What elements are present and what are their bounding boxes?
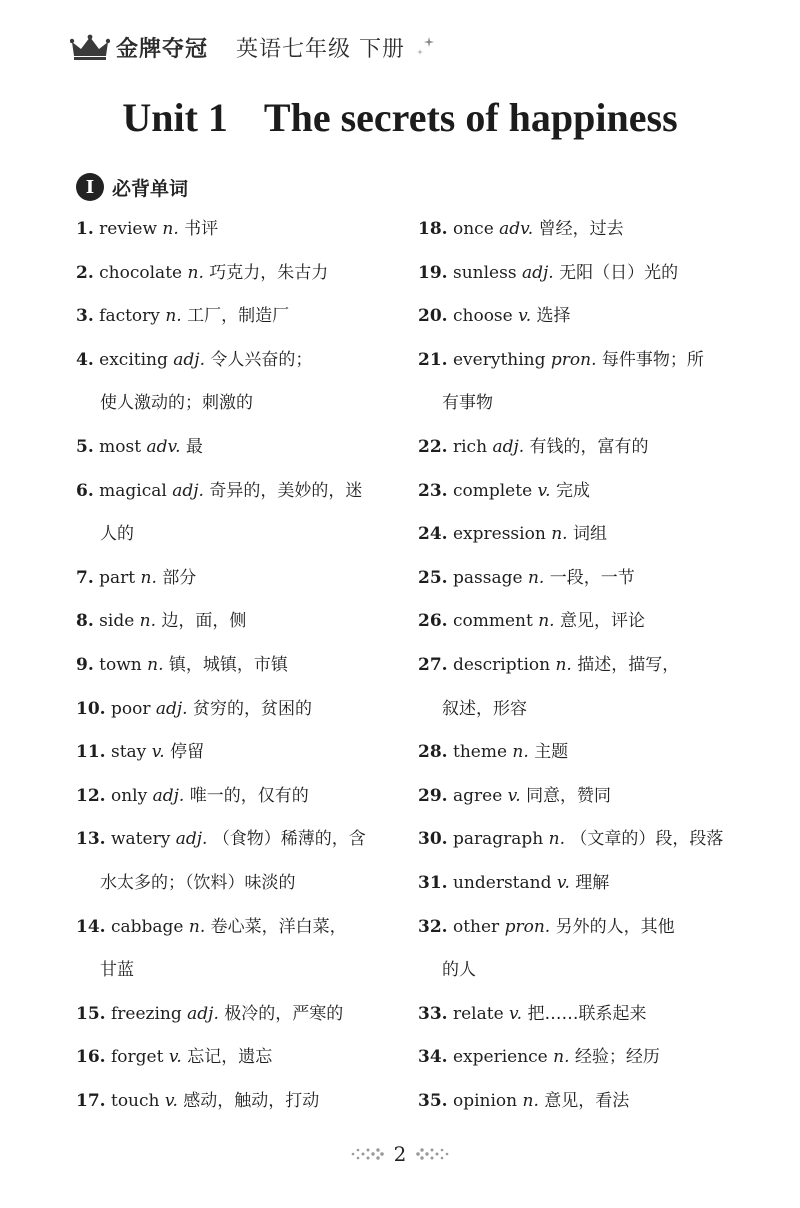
vocab-part-of-speech: n. [140, 567, 157, 588]
vocab-number: 34. [418, 1047, 448, 1068]
page-number: 2 [393, 1142, 407, 1166]
vocab-number: 26. [418, 611, 448, 632]
vocab-meaning: 选择 [536, 306, 571, 327]
vocab-item [76, 1036, 406, 1080]
vocab-part-of-speech: n. [139, 611, 157, 632]
vocab-meaning: 部分 [162, 567, 197, 588]
vocab-part-of-speech: n. [527, 567, 545, 588]
vocab-meaning-continued: 叙述，形容 [442, 698, 527, 719]
vocab-number: 30. [418, 829, 448, 850]
crown-icon [70, 34, 110, 60]
vocab-part-of-speech: adj. [187, 1003, 219, 1024]
vocab-meaning: 感动，触动，打动 [183, 1090, 320, 1111]
vocab-item [418, 906, 748, 993]
vocab-item [76, 688, 406, 732]
vocab-meaning: 工厂，制造厂 [187, 306, 290, 327]
dots-ornament-right-icon [416, 1145, 450, 1163]
vocab-part-of-speech: n. [187, 262, 204, 283]
vocab-part-of-speech: v. [164, 1090, 178, 1111]
vocab-number: 4. [76, 349, 94, 370]
vocab-number: 22. [418, 436, 448, 457]
vocab-item [76, 600, 406, 644]
vocab-part-of-speech: n. [165, 306, 182, 327]
vocab-number: 1. [76, 219, 94, 239]
vocab-word: only [110, 785, 148, 806]
vocab-item [76, 818, 406, 905]
vocab-word: touch [110, 1090, 160, 1111]
vocab-item [76, 775, 406, 819]
vocab-part-of-speech: n. [512, 742, 529, 763]
vocab-item [418, 426, 748, 470]
vocab-meaning: 完成 [555, 480, 590, 501]
vocab-number: 28. [418, 742, 448, 763]
vocab-word: passage [452, 567, 523, 588]
vocab-meaning: 忘记，遗忘 [187, 1047, 273, 1068]
vocab-meaning-continued: 人的 [100, 524, 134, 545]
vocab-number: 35. [418, 1090, 448, 1111]
section-label: 必背单词 [112, 177, 189, 200]
vocab-part-of-speech: adv. [146, 436, 181, 457]
vocab-number: 29. [418, 785, 448, 806]
vocab-part-of-speech: adj. [172, 480, 204, 501]
vocab-item [76, 644, 406, 688]
vocab-meaning: 把……联系起来 [527, 1003, 647, 1024]
vocab-part-of-speech: pron. [550, 349, 597, 370]
vocab-number: 5. [76, 436, 94, 457]
vocab-item [76, 426, 406, 470]
vocab-item [418, 295, 748, 339]
vocab-number: 15. [76, 1003, 106, 1024]
vocab-number: 7. [76, 567, 94, 588]
vocab-part-of-speech: adj. [492, 436, 525, 457]
vocab-word: once [452, 219, 494, 239]
vocab-word: expression [452, 524, 546, 545]
vocab-word: forget [110, 1047, 164, 1068]
vocab-part-of-speech: n. [522, 1090, 539, 1111]
vocab-meaning: 巧克力，朱古力 [209, 262, 329, 283]
vocab-part-of-speech: v. [518, 306, 532, 327]
vocab-meaning: 同意，赞同 [526, 785, 612, 806]
vocab-word: other [452, 916, 500, 937]
vocab-word: cabbage [110, 916, 184, 937]
vocab-number: 21. [418, 349, 448, 370]
vocab-part-of-speech: v. [556, 872, 570, 893]
vocab-item [418, 1036, 748, 1080]
vocab-part-of-speech: n. [548, 829, 566, 850]
vocab-meaning: 唯一的，仅有的 [189, 785, 309, 806]
vocab-part-of-speech: adj. [521, 262, 554, 283]
vocab-part-of-speech: n. [162, 219, 179, 239]
vocab-number: 25. [418, 567, 448, 588]
vocab-meaning: 有钱的，富有的 [529, 436, 649, 457]
vocab-word: part [99, 567, 136, 588]
vocab-item [418, 600, 748, 644]
vocab-part-of-speech: n. [551, 524, 568, 545]
vocab-number: 24. [418, 524, 448, 545]
vocab-word: freezing [110, 1003, 182, 1024]
unit-name: The secrets of happiness [263, 95, 678, 140]
section-heading [76, 173, 188, 201]
vocab-part-of-speech: v. [537, 480, 551, 501]
vocab-item [76, 1080, 406, 1124]
section-badge: I [76, 173, 104, 201]
vocab-meaning: 经验；经历 [574, 1047, 660, 1068]
vocab-item [76, 993, 406, 1037]
vocab-part-of-speech: pron. [504, 916, 551, 937]
vocab-item [76, 208, 406, 252]
vocab-item [418, 818, 748, 862]
vocab-meaning: 每件事物；所 [601, 349, 704, 370]
vocab-word: poor [110, 698, 151, 719]
vocab-word: sunless [452, 262, 517, 283]
vocab-part-of-speech: n. [553, 1047, 570, 1068]
vocab-meaning-continued: 的人 [442, 960, 476, 981]
vocab-number: 3. [76, 306, 94, 327]
vocab-word: chocolate [99, 262, 183, 283]
vocab-word: complete [452, 480, 533, 501]
vocab-meaning: 停留 [170, 742, 205, 763]
vocab-word: comment [452, 611, 533, 632]
vocab-meaning: 贫穷的，贫困的 [192, 698, 312, 719]
book-subject: 英语七年级 下册 [236, 36, 406, 62]
vocab-word: exciting [99, 349, 168, 370]
vocab-meaning-continued: 有事物 [442, 393, 493, 414]
vocab-meaning: 令人兴奋的； [210, 349, 313, 370]
vocab-item [76, 295, 406, 339]
vocab-number: 12. [76, 785, 106, 806]
page-footer [0, 1142, 800, 1166]
vocab-number: 17. [76, 1090, 106, 1111]
vocab-number: 19. [418, 262, 448, 283]
vocab-word: relate [452, 1003, 504, 1024]
vocab-item [418, 775, 748, 819]
vocab-part-of-speech: adj. [175, 829, 208, 850]
vocab-meaning: 卷心菜，洋白菜， [210, 916, 347, 937]
vocab-word: factory [99, 306, 160, 327]
vocab-column-right [418, 208, 748, 1123]
vocab-part-of-speech: v. [507, 785, 521, 806]
vocab-meaning: 意见，评论 [560, 611, 645, 632]
vocab-number: 20. [418, 306, 448, 327]
vocab-meaning: 另外的人，其他 [555, 916, 675, 937]
vocab-number: 32. [418, 916, 448, 937]
vocab-item [418, 252, 748, 296]
vocab-word: experience [452, 1047, 548, 1068]
brand-name: 金牌夺冠 [116, 36, 209, 62]
vocab-word: agree [452, 785, 503, 806]
vocab-item [76, 252, 406, 296]
vocab-meaning: 理解 [575, 872, 610, 893]
vocab-item [418, 557, 748, 601]
vocab-word: paragraph [452, 829, 544, 850]
vocab-word: rich [452, 436, 488, 457]
vocab-meaning: 描述，描写， [577, 654, 680, 675]
vocab-item [418, 1080, 748, 1124]
vocab-item [418, 470, 748, 514]
vocab-meaning: 意见，看法 [544, 1090, 630, 1111]
vocab-word: town [99, 654, 142, 675]
vocab-part-of-speech: adj. [173, 349, 205, 370]
vocab-number: 31. [418, 872, 448, 893]
vocab-part-of-speech: v. [151, 742, 165, 763]
vocab-item [418, 993, 748, 1037]
page-header [70, 30, 437, 64]
vocab-number: 14. [76, 916, 106, 937]
vocab-meaning: 书评 [184, 219, 219, 239]
vocab-meaning: 词组 [572, 524, 607, 545]
vocab-item [418, 731, 748, 775]
vocab-meaning: （文章的）段，段落 [570, 829, 724, 850]
vocab-item [418, 513, 748, 557]
vocab-part-of-speech: v. [168, 1047, 182, 1068]
vocab-word: stay [110, 742, 147, 763]
vocab-meaning: 极冷的，严寒的 [224, 1003, 344, 1024]
vocab-number: 16. [76, 1047, 106, 1068]
vocab-word: magical [99, 480, 167, 501]
sparkle-icon [413, 35, 437, 59]
vocab-number: 23. [418, 480, 448, 501]
unit-number: Unit 1 [122, 95, 228, 140]
vocab-part-of-speech: adj. [152, 785, 185, 806]
vocab-part-of-speech: n. [188, 916, 206, 937]
vocab-number: 2. [76, 262, 94, 283]
vocab-part-of-speech: adj. [155, 698, 188, 719]
dots-ornament-left-icon [350, 1145, 384, 1163]
vocab-number: 11. [76, 742, 106, 763]
vocab-item [76, 557, 406, 601]
vocab-meaning: 一段，一节 [549, 567, 635, 588]
vocab-number: 27. [418, 654, 448, 675]
vocab-meaning-continued: 水太多的；（饮料）味淡的 [100, 872, 296, 893]
vocab-word: choose [452, 306, 513, 327]
vocab-meaning: 主题 [534, 742, 569, 763]
vocab-meaning-continued: 甘蓝 [100, 960, 134, 981]
vocab-number: 10. [76, 698, 106, 719]
vocab-word: theme [452, 742, 508, 763]
vocab-meaning: 奇异的，美妙的，迷 [209, 480, 363, 501]
vocab-item [418, 208, 748, 252]
vocab-meaning: （食物）稀薄的，含 [212, 829, 366, 850]
vocab-number: 33. [418, 1003, 448, 1024]
vocab-item [76, 470, 406, 557]
vocab-meaning: 边，面，侧 [161, 611, 247, 632]
vocab-word: everything [452, 349, 546, 370]
vocab-word: understand [452, 872, 552, 893]
vocab-part-of-speech: adv. [499, 219, 534, 239]
vocab-number: 8. [76, 611, 94, 632]
vocab-number: 6. [76, 480, 94, 501]
vocab-item [76, 906, 406, 993]
vocab-meaning: 镇，城镇，市镇 [168, 654, 288, 675]
vocab-meaning-continued: 使人激动的；刺激的 [100, 393, 253, 414]
vocab-word: description [452, 654, 551, 675]
vocab-number: 13. [76, 829, 106, 850]
vocab-item [418, 644, 748, 731]
vocab-number: 9. [76, 654, 94, 675]
vocab-meaning: 最 [185, 436, 203, 457]
vocab-part-of-speech: n. [147, 654, 164, 675]
vocab-meaning: 曾经，过去 [538, 219, 624, 239]
vocab-number: 18. [418, 219, 448, 239]
unit-title [0, 94, 800, 141]
vocab-meaning: 无阳（日）光的 [559, 262, 679, 283]
vocab-word: watery [110, 829, 171, 850]
vocab-word: most [99, 436, 142, 457]
vocab-word: opinion [452, 1090, 518, 1111]
vocab-item [76, 339, 406, 426]
vocab-part-of-speech: v. [509, 1003, 523, 1024]
vocab-item [418, 339, 748, 426]
vocab-word: review [99, 219, 157, 239]
vocab-item [76, 731, 406, 775]
vocab-column-left [76, 208, 406, 1123]
vocab-word: side [99, 611, 135, 632]
vocab-part-of-speech: n. [538, 611, 555, 632]
vocab-item [418, 862, 748, 906]
vocab-part-of-speech: n. [555, 654, 572, 675]
